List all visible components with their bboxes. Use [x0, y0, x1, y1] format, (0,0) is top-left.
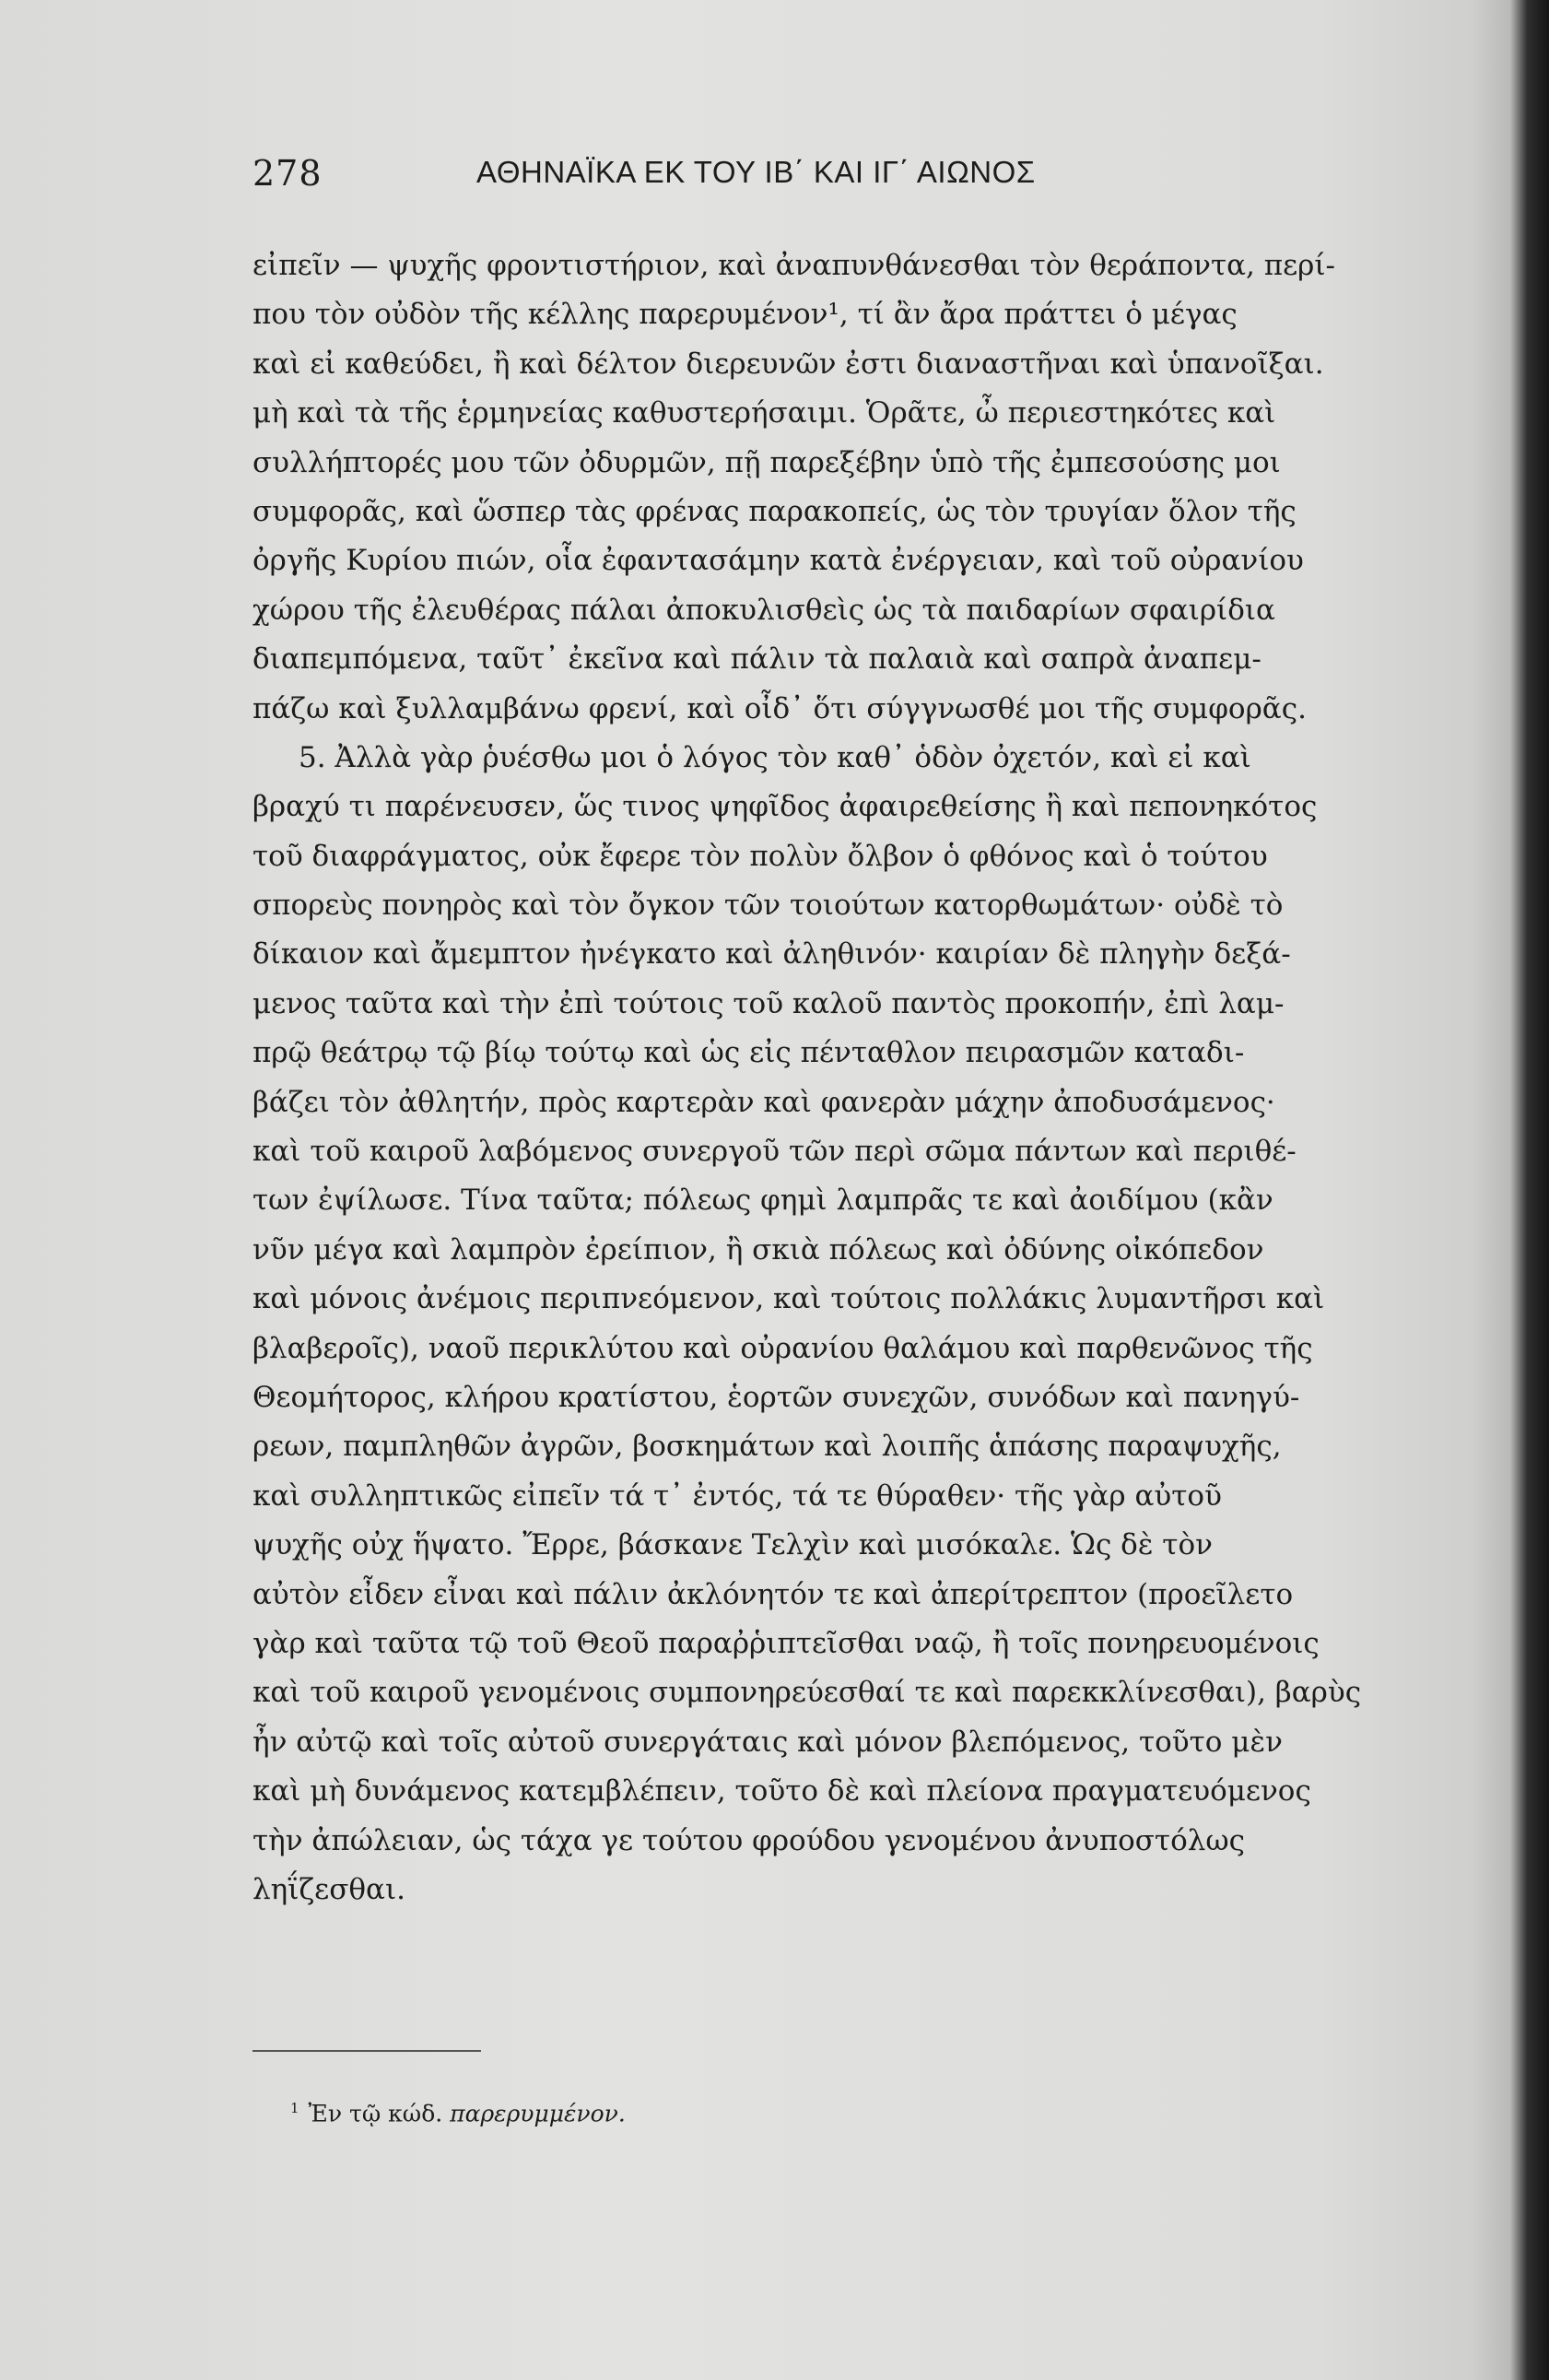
text-line: ὀργῆς Κυρίου πιών, οἷα ἐφαντασάμην κατὰ ἐνέργειαν, καὶ τοῦ οὐρανίου: [252, 544, 1304, 578]
text-line: συμφορᾶς, καὶ ὥσπερ τὰς φρένας παρακοπείς, ὡς τὸν τρυγίαν ὅλον τῆς: [252, 494, 1297, 528]
text-line: γὰρ καὶ ταῦτα τῷ τοῦ Θεοῦ παραῤῥιπτεῖσθαι ναῷ, ἢ τοῖς πονηρευομένοις: [252, 1626, 1320, 1660]
page-header: [252, 153, 1211, 208]
footnote-marker: 1: [290, 2100, 299, 2116]
text-line: διαπεμπόμενα, ταῦτ᾽ ἐκεῖνα καὶ πάλιν τὰ παλαιὰ καὶ σαπρὰ ἀναπεμ-: [252, 642, 1261, 677]
body-text: [252, 242, 1415, 1915]
text-line: ἦν αὐτῷ καὶ τοῖς αὐτοῦ συνεργάταις καὶ μόνον βλεπόμενος, τοῦτο μὲν: [252, 1725, 1283, 1759]
text-line: καὶ εἰ καθεύδει, ἢ καὶ δέλτον διερευνῶν ἐστι διαναστῆναι καὶ ὑπανοῖξαι.: [252, 347, 1324, 381]
page-number: 278: [252, 153, 323, 194]
text-line: χώρου τῆς ἐλευθέρας πάλαι ἀποκυλισθεὶς ὡς τὰ παιδαρίων σφαιρίδια: [252, 593, 1275, 627]
text-line: ψυχῆς οὐχ ἥψατο. Ἔρρε, βάσκανε Τελχὶν καὶ μισόκαλε. Ὡς δὲ τὸν: [252, 1528, 1213, 1562]
text-line: καὶ τοῦ καιροῦ γενομένοις συμπονηρεύεσθαί τε καὶ παρεκκλίνεσθαι), βαρὺς: [252, 1676, 1362, 1710]
running-title: ΑΘΗΝΑΪΚΑ ΕΚ ΤΟΥ ΙΒ΄ ΚΑΙ ΙΓ΄ ΑΙΩΝΟΣ: [476, 155, 1036, 189]
text-line: πάζω καὶ ξυλλαμβάνω φρενί, καὶ οἶδ᾽ ὅτι σύγγνωσθέ μοι τῆς συμφορᾶς.: [252, 691, 1307, 725]
text-line: καὶ συλληπτικῶς εἰπεῖν τά τ᾽ ἐντός, τά τε θύραθεν· τῆς γὰρ αὐτοῦ: [252, 1479, 1222, 1513]
paragraph-start-line: 5. Ἀλλὰ γὰρ ῥυέσθω μοι ὁ λόγος τὸν καθ᾽ ὁδὸν ὀχετόν, καὶ εἰ καὶ: [299, 740, 1251, 774]
text-line: καὶ τοῦ καιροῦ λαβόμενος συνεργοῦ τῶν περὶ σῶμα πάντων καὶ περιθέ-: [252, 1135, 1297, 1169]
text-line: τὴν ἀπώλειαν, ὡς τάχα γε τούτου φρούδου γενομένου ἀνυποστόλως: [252, 1823, 1246, 1857]
footnote-divider: [252, 2050, 481, 2052]
text-line: Θεομήτορος, κλήρου κρατίστου, ἑορτῶν συνεχῶν, συνόδων καὶ πανηγύ-: [252, 1380, 1300, 1414]
text-line: μὴ καὶ τὰ τῆς ἑρμηνείας καθυστερήσαιμι. Ὁρᾶτε, ὦ περιεστηκότες καὶ: [252, 396, 1276, 430]
text-line: εἰπεῖν — ψυχῆς φροντιστήριον, καὶ ἀναπυνθάνεσθαι τὸν θεράποντα, περί-: [252, 249, 1336, 282]
text-line: συλλήπτορές μου τῶν ὀδυρμῶν, πῇ παρεξέβην ὑπὸ τῆς ἐμπεσούσης μοι: [252, 445, 1281, 479]
text-line: ρεων, παμπληθῶν ἀγρῶν, βοσκημάτων καὶ λοιπῆς ἁπάσης παραψυχῆς,: [252, 1430, 1282, 1464]
text-line: βάζει τὸν ἀθλητήν, πρὸς καρτερὰν καὶ φανερὰν μάχην ἀποδυσάμενος·: [252, 1085, 1275, 1119]
text-line: βλαβεροῖς), ναοῦ περικλύτου καὶ οὐρανίου θαλάμου καὶ παρθενῶνος τῆς: [252, 1331, 1313, 1365]
text-line: των ἐψίλωσε. Τίνα ταῦτα; πόλεως φημὶ λαμπρᾶς τε καὶ ἀοιδίμου (κἂν: [252, 1184, 1273, 1218]
text-line: πρῷ θεάτρῳ τῷ βίῳ τούτῳ καὶ ὡς εἰς πένταθλον πειρασμῶν καταδι-: [252, 1036, 1245, 1070]
text-line: βραχύ τι παρένευσεν, ὥς τινος ψηφῖδος ἀφαιρεθείσης ἢ καὶ πεπονηκότος: [252, 790, 1318, 824]
text-line: σπορεὺς πονηρὸς καὶ τὸν ὄγκον τῶν τοιούτων κατορθωμάτων· οὐδὲ τὸ: [252, 889, 1284, 923]
text-line: τοῦ διαφράγματος, οὐκ ἔφερε τὸν πολὺν ὄλβον ὁ φθόνος καὶ ὁ τούτου: [252, 839, 1268, 873]
text-line: νῦν μέγα καὶ λαμπρὸν ἐρείπιον, ἢ σκιὰ πόλεως καὶ ὀδύνης οἰκόπεδον: [252, 1232, 1264, 1267]
text-line: καὶ μὴ δυνάμενος κατεμβλέπειν, τοῦτο δὲ καὶ πλείονα πραγματευόμενος: [252, 1774, 1311, 1809]
text-line: ληΐζεσθαι.: [252, 1872, 406, 1906]
footnote: [290, 2100, 626, 2127]
text-line: που τὸν οὐδὸν τῆς κέλλης παρερυμένον¹, τί ἂν ἄρα πράττει ὁ μέγας: [252, 298, 1238, 332]
text-line: αὐτὸν εἶδεν εἶναι καὶ πάλιν ἀκλόνητόν τε καὶ ἀπερίτρεπτον (προεῖλετο: [252, 1577, 1294, 1611]
text-line: καὶ μόνοις ἀνέμοις περιπνεόμενον, καὶ τούτοις πολλάκις λυμαντῆρσι καὶ: [252, 1282, 1325, 1316]
text-line: μενος ταῦτα καὶ τὴν ἐπὶ τούτοις τοῦ καλοῦ παντὸς προκοπήν, ἐπὶ λαμ-: [252, 986, 1285, 1020]
footnote-text: Ἐν τῷ κώδ.: [308, 2100, 443, 2127]
footnote-italic-text: παρερυμμένον.: [450, 2100, 626, 2127]
text-line: δίκαιον καὶ ἄμεμπτον ἠνέγκατο καὶ ἀληθινόν· καιρίαν δὲ πληγὴν δεξά-: [252, 937, 1291, 972]
